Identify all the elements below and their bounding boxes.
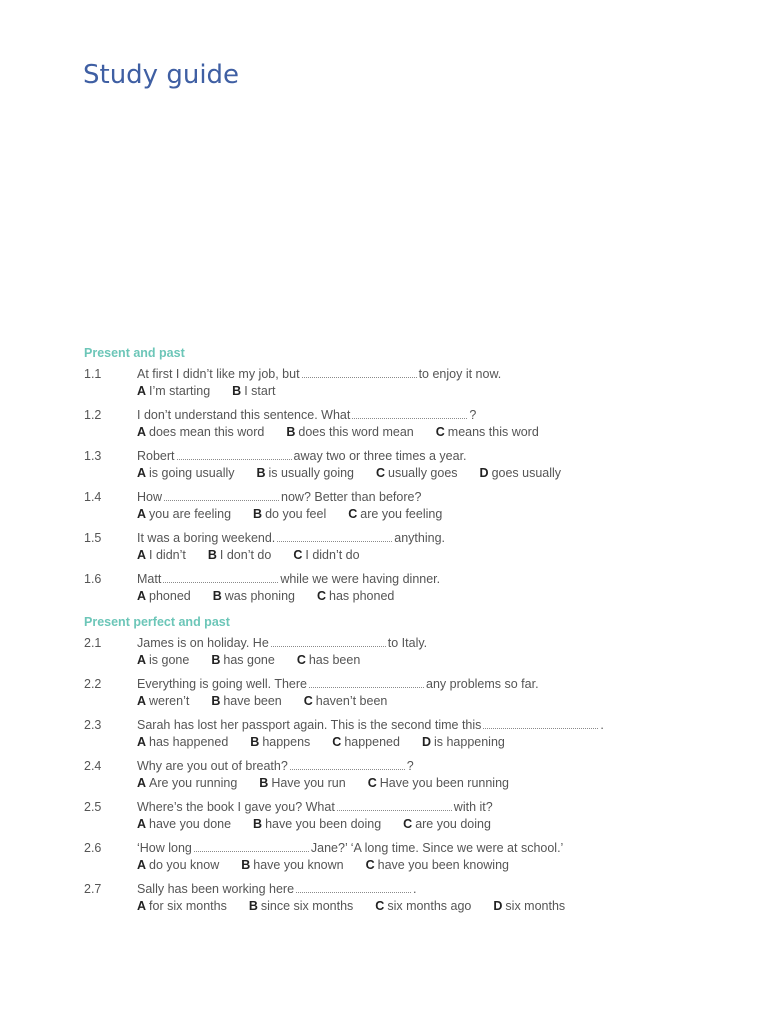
answer-blank[interactable]: [163, 571, 278, 583]
question-stem: [137, 366, 724, 383]
answer-option[interactable]: [259, 775, 345, 792]
answer-option[interactable]: [368, 775, 509, 792]
answer-options: [137, 652, 724, 669]
option-letter: A: [137, 817, 147, 831]
question-stem: [137, 407, 724, 424]
option-text: has gone: [223, 653, 275, 667]
option-text: does mean this word: [149, 425, 265, 439]
option-letter: B: [286, 425, 296, 439]
option-text: I start: [244, 384, 276, 398]
stem-text-before: ‘How long: [137, 841, 192, 855]
question-stem: [137, 530, 724, 547]
answer-option[interactable]: [293, 547, 359, 564]
answer-option[interactable]: [403, 816, 491, 833]
stem-text-before: How: [137, 490, 163, 504]
option-letter: A: [137, 507, 147, 521]
question-number: 1.4: [84, 490, 102, 504]
question-number: 2.3: [84, 718, 102, 732]
question-item: [84, 717, 724, 758]
option-letter: D: [421, 735, 431, 749]
answer-option[interactable]: [211, 652, 274, 669]
question-number: 1.1: [84, 367, 102, 381]
option-text: is gone: [149, 653, 190, 667]
option-text: does this word mean: [298, 425, 414, 439]
answer-blank[interactable]: [177, 448, 292, 460]
option-letter: B: [232, 384, 242, 398]
stem-text-after: to enjoy it now.: [418, 367, 502, 381]
question-number: 1.5: [84, 531, 102, 545]
answer-options: [137, 506, 724, 523]
question-item: [84, 407, 724, 448]
question-number: 1.3: [84, 449, 102, 463]
option-text: was phoning: [224, 589, 295, 603]
option-letter: A: [137, 384, 147, 398]
stem-text-before: Sarah has lost her passport again. This is the second time this: [137, 718, 482, 732]
option-text: six months ago: [387, 899, 472, 913]
question-stem: [137, 717, 724, 734]
option-text: is going usually: [149, 466, 235, 480]
option-text: haven’t been: [315, 694, 388, 708]
stem-text-after: ?: [406, 759, 414, 773]
stem-text-before: At first I didn’t like my job, but: [137, 367, 300, 381]
stem-text-before: James is on holiday. He: [137, 636, 269, 650]
option-text: has happened: [149, 735, 229, 749]
stem-text-before: Why are you out of breath?: [137, 759, 288, 773]
question-stem: [137, 799, 724, 816]
answer-option[interactable]: [137, 652, 189, 669]
answer-option[interactable]: [137, 775, 237, 792]
option-letter: B: [256, 466, 266, 480]
option-letter: B: [248, 899, 258, 913]
question-stem: [137, 571, 724, 588]
answer-options: [137, 588, 724, 605]
option-text: goes usually: [491, 466, 562, 480]
answer-option[interactable]: [317, 588, 394, 605]
stem-text-after: with it?: [453, 800, 493, 814]
option-letter: A: [137, 653, 147, 667]
answer-blank[interactable]: [352, 407, 467, 419]
answer-option[interactable]: [304, 693, 388, 710]
option-letter: C: [376, 466, 386, 480]
answer-options: [137, 816, 724, 833]
answer-option[interactable]: [253, 816, 381, 833]
question-item: [84, 448, 724, 489]
stem-text-before: I don’t understand this sentence. What: [137, 408, 351, 422]
answer-option[interactable]: [493, 898, 565, 915]
option-letter: C: [435, 425, 445, 439]
page-title: Study guide: [83, 60, 240, 90]
answer-options: [137, 424, 724, 441]
option-letter: B: [253, 507, 263, 521]
stem-text-after: .: [413, 882, 417, 896]
option-letter: B: [212, 589, 222, 603]
answer-option[interactable]: [137, 693, 189, 710]
question-stem: [137, 448, 724, 465]
answer-option[interactable]: [208, 547, 271, 564]
option-letter: B: [211, 653, 221, 667]
answer-blank[interactable]: [483, 717, 598, 729]
option-text: for six months: [149, 899, 227, 913]
option-text: I didn’t: [149, 548, 186, 562]
stem-text-before: Sally has been working here: [137, 882, 295, 896]
section-heading: Present and past: [84, 346, 185, 360]
stem-text-after: to Italy.: [387, 636, 428, 650]
option-text: do you feel: [265, 507, 327, 521]
answer-option[interactable]: [137, 857, 219, 874]
option-letter: A: [137, 858, 147, 872]
question-stem: [137, 881, 724, 898]
answer-option[interactable]: [376, 465, 458, 482]
option-letter: C: [316, 589, 327, 603]
option-letter: A: [137, 466, 147, 480]
option-text: happened: [344, 735, 400, 749]
answer-option[interactable]: [366, 857, 509, 874]
question-number: 2.2: [84, 677, 102, 691]
option-text: Have you been running: [379, 776, 509, 790]
option-text: are you feeling: [360, 507, 443, 521]
stem-text-after: .: [600, 718, 604, 732]
option-letter: B: [259, 776, 269, 790]
question-number: 2.5: [84, 800, 102, 814]
stem-text-before: Robert: [137, 449, 175, 463]
option-letter: C: [348, 507, 358, 521]
option-text: have you known: [253, 858, 344, 872]
answer-option[interactable]: [137, 588, 191, 605]
answer-option[interactable]: [297, 652, 360, 669]
question-stem: [137, 758, 724, 775]
answer-option[interactable]: [241, 857, 343, 874]
question-stem: [137, 840, 724, 857]
option-text: Are you running: [149, 776, 238, 790]
answer-option[interactable]: [375, 898, 471, 915]
answer-option[interactable]: [137, 383, 210, 400]
option-letter: B: [253, 817, 263, 831]
answer-option[interactable]: [422, 734, 505, 751]
option-text: is happening: [433, 735, 505, 749]
answer-option[interactable]: [137, 506, 231, 523]
option-text: do you know: [149, 858, 220, 872]
stem-text-after: ?: [469, 408, 477, 422]
option-letter: D: [479, 466, 489, 480]
answer-option[interactable]: [137, 816, 231, 833]
stem-text-before: Matt: [137, 572, 162, 586]
stem-text-after: Jane?’ ‘A long time. Since we were at school.’: [310, 841, 564, 855]
option-letter: A: [137, 899, 147, 913]
question-item: [84, 366, 724, 407]
option-text: weren’t: [149, 694, 190, 708]
question-number: 2.4: [84, 759, 102, 773]
option-text: have you been doing: [265, 817, 382, 831]
option-letter: B: [241, 858, 251, 872]
option-letter: C: [293, 548, 303, 562]
stem-text-after: now? Better than before?: [281, 490, 422, 504]
option-text: is usually going: [268, 466, 354, 480]
answer-option[interactable]: [137, 424, 264, 441]
option-letter: A: [137, 548, 147, 562]
option-text: are you doing: [415, 817, 491, 831]
question-item: [84, 840, 724, 881]
stem-text-after: any problems so far.: [426, 677, 539, 691]
answer-option[interactable]: [253, 506, 326, 523]
answer-options: [137, 775, 724, 792]
option-letter: C: [365, 858, 375, 872]
question-stem: [137, 676, 724, 693]
option-text: you are feeling: [149, 507, 232, 521]
option-letter: A: [137, 735, 147, 749]
question-item: [84, 881, 724, 922]
option-text: have been: [223, 694, 282, 708]
question-item: [84, 758, 724, 799]
option-text: has been: [308, 653, 361, 667]
answer-option[interactable]: [480, 465, 562, 482]
stem-text-after: while we were having dinner.: [280, 572, 441, 586]
question-stem: [137, 635, 724, 652]
option-text: have you done: [149, 817, 232, 831]
stem-text-before: Everything is going well. There: [137, 677, 307, 691]
option-letter: C: [303, 694, 313, 708]
answer-blank[interactable]: [296, 881, 411, 893]
question-item: [84, 635, 724, 676]
question-number: 1.2: [84, 408, 102, 422]
answer-blank[interactable]: [302, 366, 417, 378]
option-letter: D: [493, 899, 503, 913]
answer-options: [137, 465, 724, 482]
question-item: [84, 489, 724, 530]
option-text: I don’t do: [219, 548, 272, 562]
question-number: 2.7: [84, 882, 102, 896]
answer-option[interactable]: [332, 734, 400, 751]
question-number: 2.1: [84, 636, 102, 650]
answer-option[interactable]: [436, 424, 539, 441]
question-item: [84, 530, 724, 571]
answer-options: [137, 693, 724, 710]
answer-blank[interactable]: [271, 635, 386, 647]
answer-option[interactable]: [348, 506, 442, 523]
answer-options: [137, 857, 724, 874]
question-stem: [137, 489, 724, 506]
option-letter: A: [137, 589, 147, 603]
option-text: usually goes: [388, 466, 458, 480]
option-letter: A: [137, 776, 147, 790]
answer-option[interactable]: [286, 424, 413, 441]
question-number: 1.6: [84, 572, 102, 586]
option-text: Have you run: [271, 776, 346, 790]
answer-blank[interactable]: [290, 758, 405, 770]
option-letter: C: [296, 653, 306, 667]
question-item: [84, 676, 724, 717]
option-text: happens: [262, 735, 311, 749]
answer-option[interactable]: [257, 465, 355, 482]
answer-blank[interactable]: [337, 799, 452, 811]
option-text: phoned: [149, 589, 191, 603]
option-letter: C: [367, 776, 377, 790]
option-letter: A: [137, 425, 147, 439]
option-text: has phoned: [329, 589, 395, 603]
answer-options: [137, 898, 724, 915]
option-text: have you been knowing: [377, 858, 509, 872]
stem-text-before: It was a boring weekend.: [137, 531, 276, 545]
option-letter: B: [211, 694, 221, 708]
question-number: 2.6: [84, 841, 102, 855]
option-text: I didn’t do: [305, 548, 360, 562]
option-text: means this word: [447, 425, 539, 439]
answer-blank[interactable]: [277, 530, 392, 542]
answer-option[interactable]: [137, 898, 227, 915]
option-text: since six months: [260, 899, 354, 913]
option-letter: B: [250, 735, 260, 749]
answer-blank[interactable]: [164, 489, 279, 501]
answer-option[interactable]: [249, 898, 353, 915]
option-letter: B: [207, 548, 217, 562]
answer-blank[interactable]: [194, 840, 309, 852]
option-letter: A: [137, 694, 147, 708]
option-letter: C: [375, 899, 385, 913]
question-item: [84, 571, 724, 612]
answer-option[interactable]: [232, 383, 275, 400]
answer-option[interactable]: [250, 734, 310, 751]
study-guide-content: [84, 345, 724, 922]
answer-options: [137, 383, 724, 400]
answer-option[interactable]: [213, 588, 295, 605]
option-letter: C: [403, 817, 413, 831]
answer-option[interactable]: [137, 547, 186, 564]
section-heading: Present perfect and past: [84, 615, 230, 629]
option-text: I’m starting: [149, 384, 211, 398]
option-letter: C: [332, 735, 342, 749]
question-item: [84, 799, 724, 840]
answer-option[interactable]: [211, 693, 281, 710]
stem-text-after: away two or three times a year.: [293, 449, 467, 463]
answer-option[interactable]: [137, 465, 235, 482]
stem-text-after: anything.: [394, 531, 446, 545]
answer-option[interactable]: [137, 734, 228, 751]
answer-blank[interactable]: [309, 676, 424, 688]
answer-options: [137, 547, 724, 564]
stem-text-before: Where’s the book I gave you? What: [137, 800, 335, 814]
option-text: six months: [505, 899, 566, 913]
answer-options: [137, 734, 724, 751]
